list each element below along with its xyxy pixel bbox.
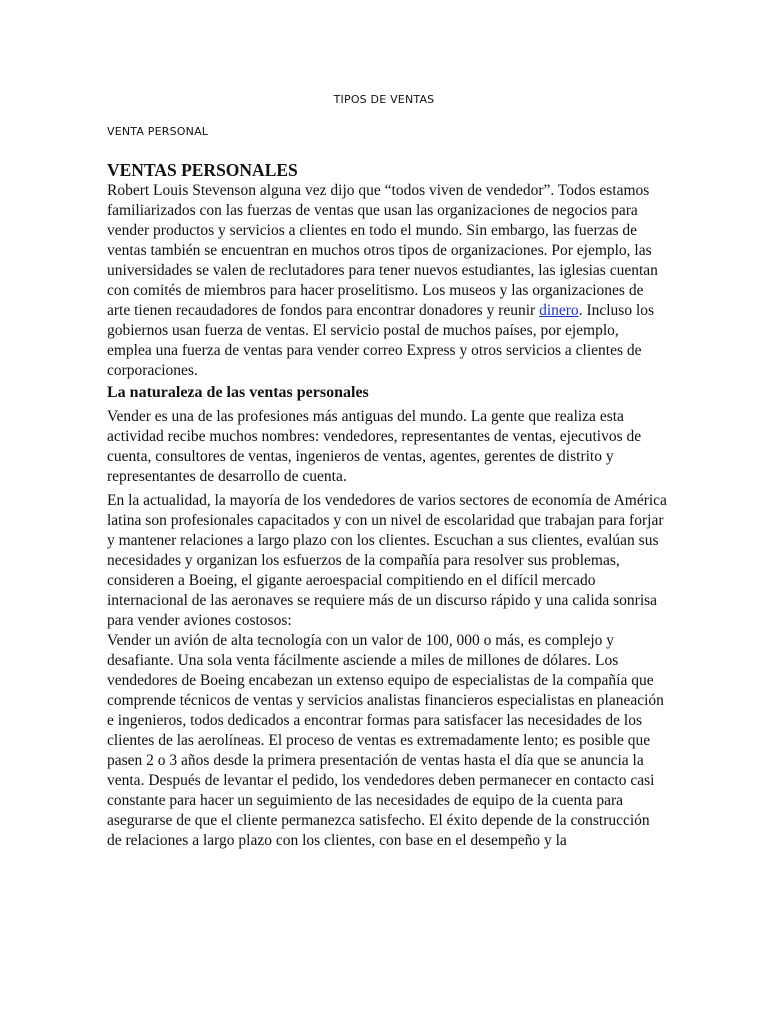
paragraph-1: Vender es una de las profesiones más antiguas del mundo. La gente que realiza esta actividad recibe muchos nombres: vendedores, representantes de ventas, ejecutivos de cuenta, consultores de ventas, ingenieros de ventas, agentes, gerentes de distrito y representantes de desarrollo de cuenta. [107, 408, 642, 485]
intro-text-before-link: Robert Louis Stevenson alguna vez dijo que “todos viven de vendedor”. Todos estamos familiarizados con las fuerzas de ventas que usan las organizaciones de negocios para vender productos y servicios a clientes en todo el mundo. Sin embargo, las fuerzas de ventas también se encuentran en muchos otros tipos de organizaciones. Por ejemplo, las universidades se valen de reclutadores para tener nuevos estudiantes, las iglesias cuentan con comités de miembros para hacer proselitismo. Los museos y las organizaciones de arte tienen recaudadores de fondos para encontrar donadores y reunir [107, 182, 658, 319]
intro-text-after-link: . Incluso los gobiernos usan fuerza de ventas. El servicio postal de muchos países, por ejemplo, emplea una fuerza de ventas para vender correo Express y otros servicios a clientes de corporaciones. [107, 302, 655, 379]
intro-paragraph [107, 181, 667, 381]
section-label: VENTA PERSONAL [107, 125, 209, 138]
dinero-link[interactable]: dinero [539, 302, 579, 319]
article-heading: VENTAS PERSONALES [107, 160, 298, 180]
article-body [107, 159, 667, 851]
article-subheading: La naturaleza de las ventas personales [107, 384, 369, 401]
document-title: TIPOS DE VENTAS [333, 93, 435, 106]
paragraph-3: Vender un avión de alta tecnología con un valor de 100, 000 o más, es complejo y desafiante. Una sola venta fácilmente asciende a miles de millones de dólares. Los vendedores de Boeing encabezan un extenso equipo de especialistas de la compañía que comprende técnicos de ventas y servicios analistas financieros especialistas en planeación e ingenieros, todos dedicados a encontrar formas para satisfacer las necesidades de los clientes de las aerolíneas. El proceso de ventas es extremadamente lento; es posible que pasen 2 o 3 años desde la primera presentación de ventas hasta el día que se anuncia la venta. Después de levantar el pedido, los vendedores deben permanecer en contacto casi constante para hacer un seguimiento de las necesidades de equipo de la cuenta para asegurarse de que el cliente permanezca satisfecho. El éxito depende de la construcción de relaciones a largo plazo con los clientes, con base en el desempeño y la [107, 632, 664, 849]
paragraph-2: En la actualidad, la mayoría de los vendedores de varios sectores de economía de América latina son profesionales capacitados y con un nivel de escolaridad que trabajan para forjar y mantener relaciones a largo plazo con los clientes. Escuchan a sus clientes, evalúan sus necesidades y organizan los esfuerzos de la compañía para resolver sus problemas, consideren a Boeing, el gigante aeroespacial compitiendo en el difícil mercado internacional de las aeronaves se requiere más de un discurso rápido y una calida sonrisa para vender aviones costosos: [107, 492, 667, 629]
